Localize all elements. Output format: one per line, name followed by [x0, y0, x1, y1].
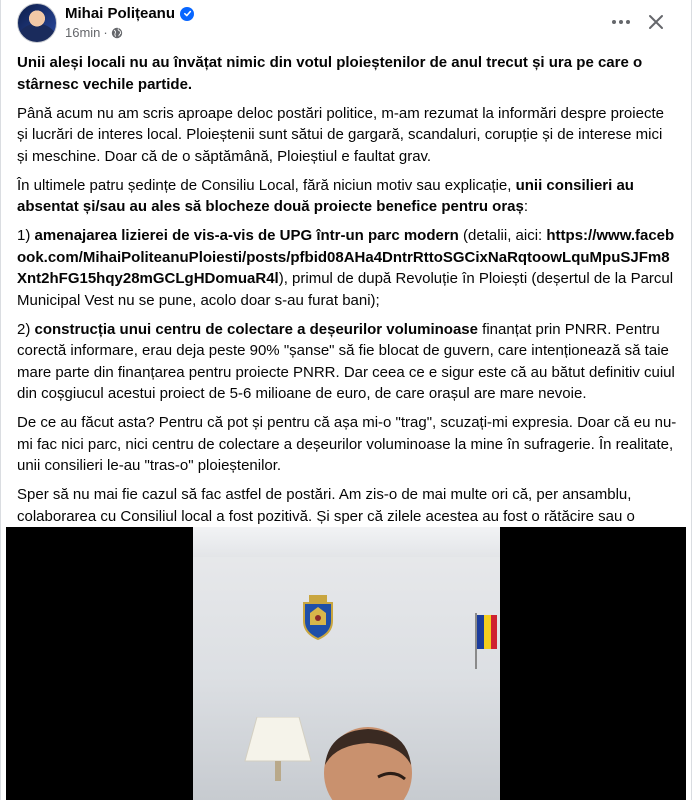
text-segment: În ultimele patru ședințe de Consiliu Local, fără niciun motiv sau explicație,: [17, 176, 516, 194]
close-icon: [648, 14, 664, 30]
text-segment: (detalii, aici:: [458, 227, 547, 244]
author-row: [65, 5, 194, 22]
post-meta: [65, 25, 123, 40]
post-time[interactable]: 16min: [65, 25, 101, 40]
post-paragraph: Sper să nu mai fie cazul să fac astfel de postări. Am zis-o de mai multe ori că, per ansamblu, colaborarea cu Consiliul local a fost pozitivă. Și sper că zilele acestea au fost o rătăcire sau o: [17, 486, 635, 525]
globe-icon[interactable]: [111, 27, 123, 39]
video-player[interactable]: [6, 527, 686, 800]
flag-icon: [475, 613, 497, 669]
coat-of-arms-icon: [300, 595, 336, 641]
avatar[interactable]: [17, 3, 57, 43]
text-segment: finanțat prin PNRR. Pentru corectă informare, erau deja peste 90% "șanse" să fie blocat de guvern, care intenționează să taie mare parte din finanțarea pentru proiecte PNRR. Dar ceea ce e sigur este că au bătut definitiv cuiul din coșgiucul acestui proiect de 5-6 milioane de euro, de care orașul are mare nevoie.: [17, 320, 675, 402]
more-options-button[interactable]: [605, 6, 637, 38]
text-bold: amenajarea lizierei de vis-a-vis de UPG într-un parc modern: [34, 227, 459, 244]
list-number: 1): [17, 227, 35, 244]
more-options-icon: [611, 19, 631, 25]
post-text: [17, 52, 677, 556]
post-header: [1, 0, 691, 48]
close-button[interactable]: [640, 6, 672, 38]
post-paragraph: [17, 319, 677, 405]
text-bold: unii consilieri au absentat și/sau au ales să blocheze două proiecte benefice pentru oraș: [17, 176, 634, 215]
author-name[interactable]: Mihai Polițeanu: [65, 5, 176, 22]
post-headline: Unii aleși locali nu au învățat nimic din votul ploieștenilor de anul trecut și ura pe care o stârnesc vechile partide.: [17, 54, 643, 93]
verified-badge-icon: [180, 7, 194, 21]
text-segment: ), primul de după Revoluție în Ploiești (deșertul de la Parcul Municipal Vest nu se pune, acolo doar s-au furat bani);: [17, 270, 674, 309]
video-frame: [193, 527, 500, 800]
post-paragraph: [17, 225, 677, 311]
text-bold: construcția unui centru de colectare a deșeurilor voluminoase: [34, 320, 478, 338]
post-paragraph: Până acum nu am scris aproape deloc postări politice, m-am rezumat la informări despre proiecte și lucrări de interes local. Ploieștenii sunt sătui de gargară, scandaluri, corupție și de interese mici și meschine. Doar că de o săptămână, Ploieștiul e faultat grav.: [17, 104, 664, 165]
text-segment: :: [523, 198, 529, 215]
person-in-video: [283, 725, 453, 800]
post-paragraph: De ce au făcut asta? Pentru că pot și pentru că așa mi-o "trag", scuzați-mi expresia. Doar că eu nu-mi fac nici parc, nici centru de colectare a deșeurilor voluminoase la mine în sufragerie. În realitate, unii consilieri le-au "tras-o" ploieștenilor.: [17, 414, 677, 474]
post-paragraph: [17, 175, 677, 218]
meta-separator: ·: [103, 25, 108, 40]
list-number: 2): [17, 320, 35, 338]
wall-panel: [193, 527, 500, 557]
post-link[interactable]: https://www.facebook.com/MihaiPoliteanuPloiesti/posts/pfbid08AHa4DntrRttoSGCixNaRqtoowLquMpuSJFm8Xnt2hFG15hqy28mGCLgHDomuaR4l: [17, 227, 675, 287]
